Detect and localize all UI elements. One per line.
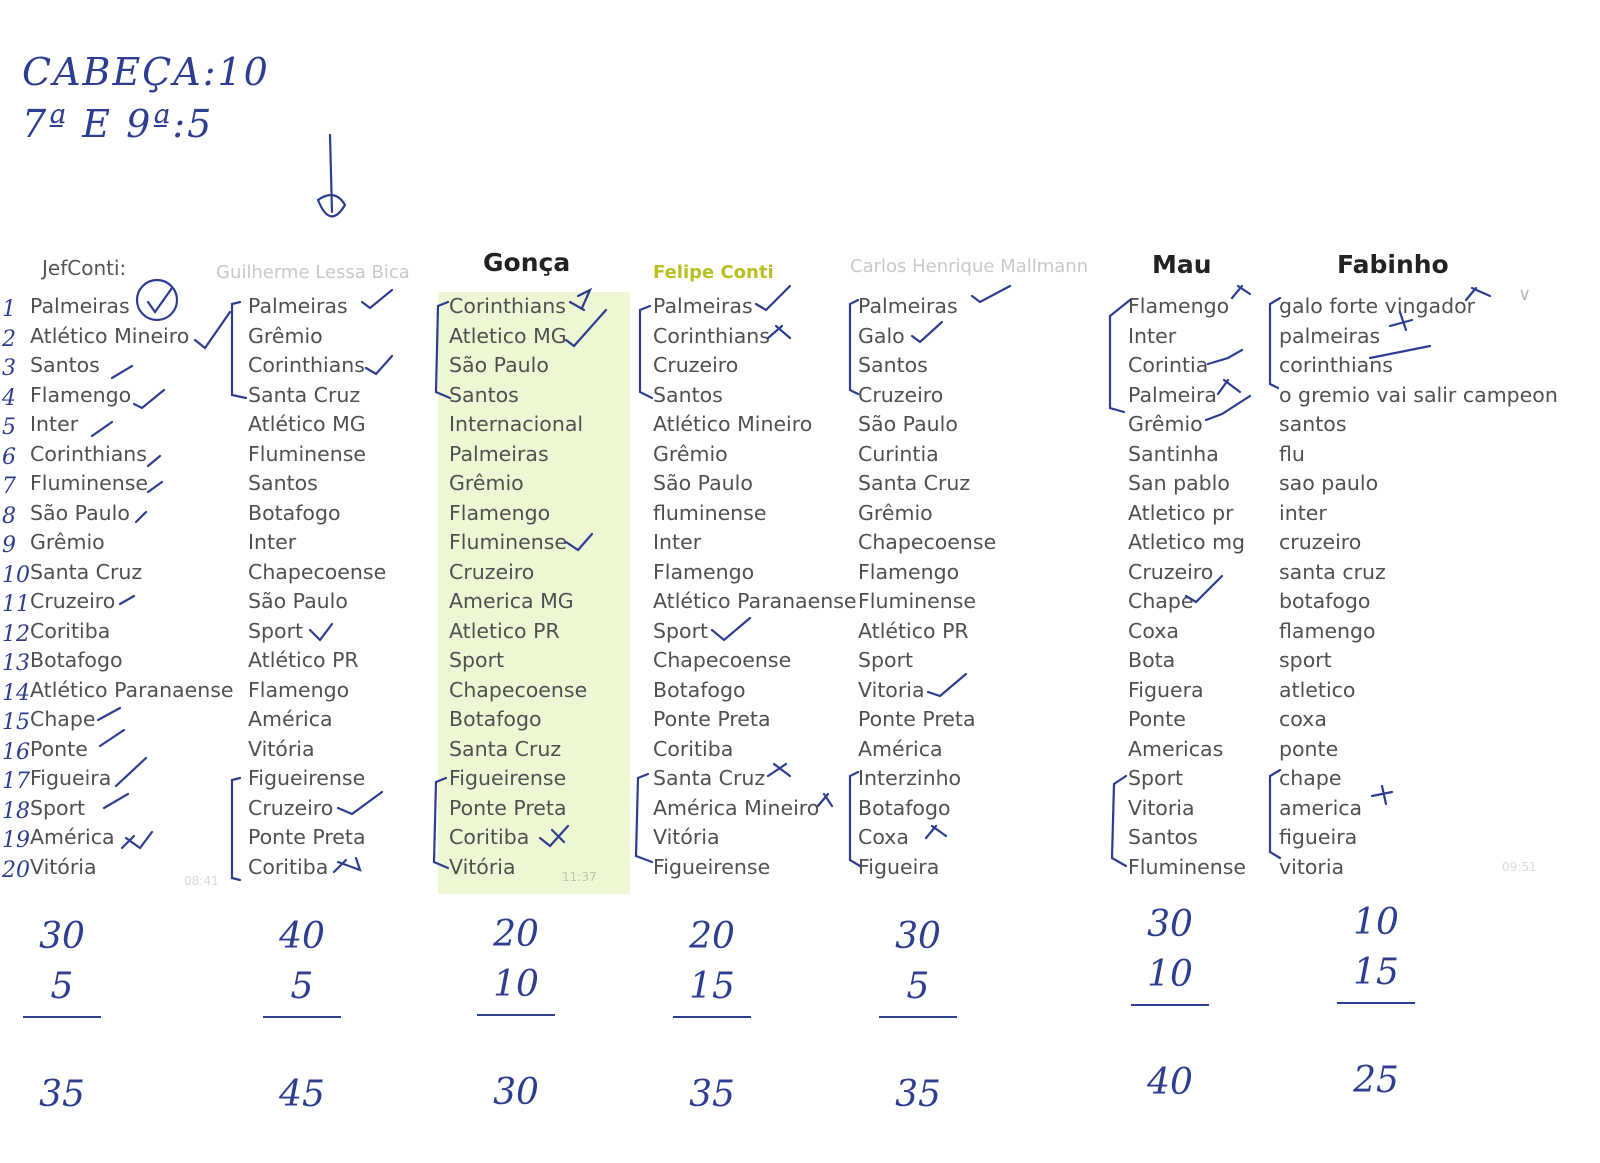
check-mark [134,390,164,408]
check-mark [195,312,230,348]
list-item: Santos [248,471,318,495]
list-item: América [248,707,333,731]
list-item: Internacional [449,412,584,436]
list-item: Atlético Paranaense [653,589,857,613]
column-header: Felipe Conti [653,262,774,283]
list-item: Grêmio [30,530,105,554]
x-mark [768,326,790,338]
list-item: Botafogo [653,677,746,702]
list-item: Botafogo [30,648,123,672]
list-item: Cruzeiro [858,382,944,407]
list-item: Vitória [449,854,516,879]
x-mark [334,858,360,872]
score-carlos: 30 5 35 [868,912,968,1120]
check-mark [1186,576,1222,602]
list-item: Vitória [30,854,97,879]
check-mark [366,356,392,374]
list-item: Figueirense [248,766,366,790]
check-mark [1208,350,1242,364]
check-mark [712,618,750,640]
list-item: Figueira [30,766,112,790]
list-item: galo forte vingador [1279,294,1476,318]
list-item: Santinha [1128,441,1219,466]
list-item: Figueirense [653,854,771,879]
bracket-mark [232,302,246,398]
list-item: Corinthians [653,323,770,348]
note-line-1: CABEÇA:10 [22,50,270,94]
list-item: Sport [858,648,914,672]
list-item: flu [1279,441,1305,466]
list-item: Grêmio [449,471,524,495]
column-header: JefConti: [42,256,127,280]
x-mark [818,794,832,806]
list-item: fluminense [653,500,767,525]
list-item: o gremio vai salir campeon [1279,382,1558,407]
column-header: Carlos Henrique Mallmann [850,256,1089,277]
score-felipe: 20 15 35 [662,912,762,1120]
check-mark [566,310,606,346]
list-item: Atlético PR [248,648,359,672]
list-item: Curintia [858,441,939,466]
check-mark [1206,396,1250,420]
list-item: Santa Cruz [449,736,562,761]
list-item: Flamengo [248,677,350,702]
bracket-mark [640,306,652,398]
list-item: Bota [1128,648,1176,672]
x-mark [1218,380,1240,394]
bracket-mark [232,778,240,880]
list-item: figueira [1279,825,1358,849]
arrow-down-icon [318,135,345,216]
list-item: Santos [653,382,723,407]
list-item: Palmeiras [30,294,130,318]
list-item: São Paulo [248,589,348,613]
list-item: coxa [1279,707,1327,731]
list-item: Santos [30,353,100,377]
x-mark [122,832,152,848]
score-mau: 30 10 40 [1120,900,1220,1108]
list-item: cruzeiro [1279,530,1362,554]
list-item: Atlético Mineiro [30,323,190,348]
list-item: chape [1279,766,1342,790]
list-item: Atletico MG [449,323,567,348]
bracket-mark [850,300,858,394]
list-item: Santos [858,353,928,377]
list-item: Atlético Mineiro [653,412,813,436]
list-item: Sport [1128,766,1184,790]
timestamp: 11:37 [562,870,597,884]
list-item: Palmeiras [653,294,753,318]
bracket-mark [850,772,860,866]
list-item: Ponte Preta [449,795,567,820]
list-item: Flamengo [30,382,132,407]
x-mark [1232,286,1250,298]
list-item: Ponte Preta [653,707,771,731]
list-item: Chapecoense [653,648,792,672]
check-mark [116,758,146,786]
check-mark [136,512,146,522]
list-item: Coritiba [653,736,734,761]
list-item: Botafogo [858,795,951,820]
list-item: Atletico mg [1128,530,1246,554]
list-item: Sport [449,648,505,672]
list-item: santa cruz [1279,559,1386,584]
list-item: botafogo [1279,589,1371,613]
score-jef: 30 5 35 [12,912,112,1120]
list-item: Santa Cruz [653,766,766,790]
list-item: Fluminense [858,589,977,613]
list-item: Figueira [858,854,940,879]
list-item: Santa Cruz [248,382,361,407]
list-item: Santos [1128,825,1198,849]
x-mark [570,290,590,310]
list-item: Chapecoense [858,530,997,554]
x-mark [1372,786,1392,804]
list-item: Atlético Paranaense [30,677,234,702]
timestamp: 09:51 [1502,860,1537,874]
list-item: flamengo [1279,618,1376,643]
column-header: Gonça [483,248,571,277]
list-item: Palmeira [1128,382,1217,407]
list-item: Ponte [1128,707,1186,731]
list-item: Palmeiras [858,294,958,318]
list-item: Vitoria [1128,795,1195,820]
list-item: Chape [30,707,96,731]
score-gonca: 20 10 30 [466,910,566,1118]
list-item: Atlético PR [858,618,969,643]
check-mark [1370,346,1430,358]
list-item: Inter [653,530,702,554]
x-mark [540,826,568,846]
list-item: Corinthians [248,353,365,377]
list-item: Coxa [1128,618,1179,643]
list-item: america [1279,795,1363,820]
list-item: Cruzeiro [1128,559,1214,584]
list-item: Chape [1128,589,1194,613]
score-guilherme: 40 5 45 [252,912,352,1120]
list-item: Figuera [1128,677,1204,702]
list-item: São Paulo [449,353,549,377]
list-item: Flamengo [449,500,551,525]
list-item: Atletico PR [449,618,560,643]
list-item: Sport [30,795,86,820]
list-item: Vitoria [858,677,925,702]
note-line-2: 7ª E 9ª:5 [22,102,214,146]
list-item: Flamengo [653,559,755,584]
check-mark [972,286,1010,302]
circle-mark [137,280,177,320]
list-item: Santa Cruz [30,559,143,584]
bracket-mark [636,774,652,862]
list-item: Coritiba [449,825,530,849]
list-item: Americas [1128,736,1224,761]
check-mark [104,794,128,808]
list-item: Grêmio [1128,412,1203,436]
list-item: Flamengo [1128,294,1230,318]
list-item: São Paulo [30,500,130,525]
list-item: Vitória [653,825,720,849]
list-item: atletico [1279,677,1356,702]
list-item: São Paulo [858,412,958,436]
check-mark [92,422,112,436]
list-item: Fluminense [30,471,149,495]
list-item: Ponte Preta [248,825,366,849]
list-item: vitoria [1279,854,1345,879]
check-mark [148,482,162,492]
list-item: sao paulo [1279,471,1379,495]
list-item: palmeiras [1279,323,1381,348]
list-item: Corinthians [449,294,566,318]
row-numbers: 1 2 3 4 5 6 7 8 9 10 11 12 13 14 15 16 17 18 19 20 [2,297,30,883]
check-mark [338,792,382,814]
list-item: Fluminense [449,530,568,554]
check-mark [148,456,160,466]
check-mark [98,708,120,720]
list-item: inter [1279,500,1327,525]
x-mark [1390,312,1412,330]
bracket-mark [1270,770,1280,858]
check-mark [362,290,392,308]
column-header: Fabinho [1337,250,1449,279]
list-item: Atletico pr [1128,500,1234,525]
list-item: Vitória [248,736,315,761]
list-item: Santa Cruz [858,471,971,495]
list-item: Galo [858,323,905,348]
list-item: Inter [248,530,297,554]
list-item: América [30,825,115,849]
x-mark [926,826,946,838]
list-item: corinthians [1279,353,1393,377]
list-item: Figueirense [449,766,567,790]
list-item: Cruzeiro [30,589,116,613]
list-item: Interzinho [858,766,962,790]
list-item: Ponte [30,736,88,761]
bracket-mark [1110,300,1130,412]
check-mark [566,534,592,550]
bracket-mark [1112,776,1126,866]
check-mark [310,624,332,640]
list-item: São Paulo [653,471,753,495]
score-fabinho: 10 15 25 [1326,898,1426,1106]
list-item: Grêmio [653,441,728,466]
list-item: Chapecoense [449,677,588,702]
list-item: Corinthians [30,441,147,466]
list-item: Ponte Preta [858,707,976,731]
list-item: Cruzeiro [248,795,334,820]
bracket-mark [436,302,450,398]
list-item: América [858,736,943,761]
list-item: San pablo [1128,471,1230,495]
list-item: Sport [248,618,304,643]
list-item: Botafogo [248,500,341,525]
list-item: America MG [449,589,574,613]
x-mark [1466,288,1490,300]
x-mark [768,764,790,776]
timestamp: 08:41 [184,874,219,888]
column-header: Guilherme Lessa Bica [216,262,410,283]
list-item: Flamengo [858,559,960,584]
list-item: Coritiba [248,854,329,879]
list-item: Sport [653,618,709,643]
check-mark [148,288,172,312]
list-item: Chapecoense [248,559,387,584]
list-item: Corintia [1128,353,1209,377]
column-header: Mau [1152,250,1212,279]
list-item: Cruzeiro [653,353,739,377]
bracket-mark [434,778,448,868]
list-item: Santos [449,382,519,407]
list-item: Inter [1128,323,1177,348]
check-mark [912,322,942,342]
list-item: Fluminense [1128,854,1247,879]
check-mark [120,596,134,604]
list-item: Botafogo [449,707,542,731]
check-mark [112,366,132,378]
list-item: Palmeiras [449,441,549,466]
check-mark [756,286,790,310]
check-mark [100,730,124,746]
bracket-mark [1270,298,1280,388]
list-item: Atlético MG [248,412,366,436]
list-item: Grêmio [858,500,933,525]
check-mark [928,674,966,696]
list-item: Fluminense [248,441,367,466]
list-item: santos [1279,412,1347,436]
list-item: sport [1279,648,1332,672]
list-item: Coritiba [30,618,111,643]
list-item: Grêmio [248,323,323,348]
list-item: ponte [1279,736,1339,761]
list-item: Palmeiras [248,294,348,318]
list-item: Cruzeiro [449,559,535,584]
list-item: América Mineiro [653,795,820,820]
chevron-down-icon: ∨ [1518,284,1532,305]
list-item: Coxa [858,825,909,849]
list-item: Inter [30,412,79,436]
